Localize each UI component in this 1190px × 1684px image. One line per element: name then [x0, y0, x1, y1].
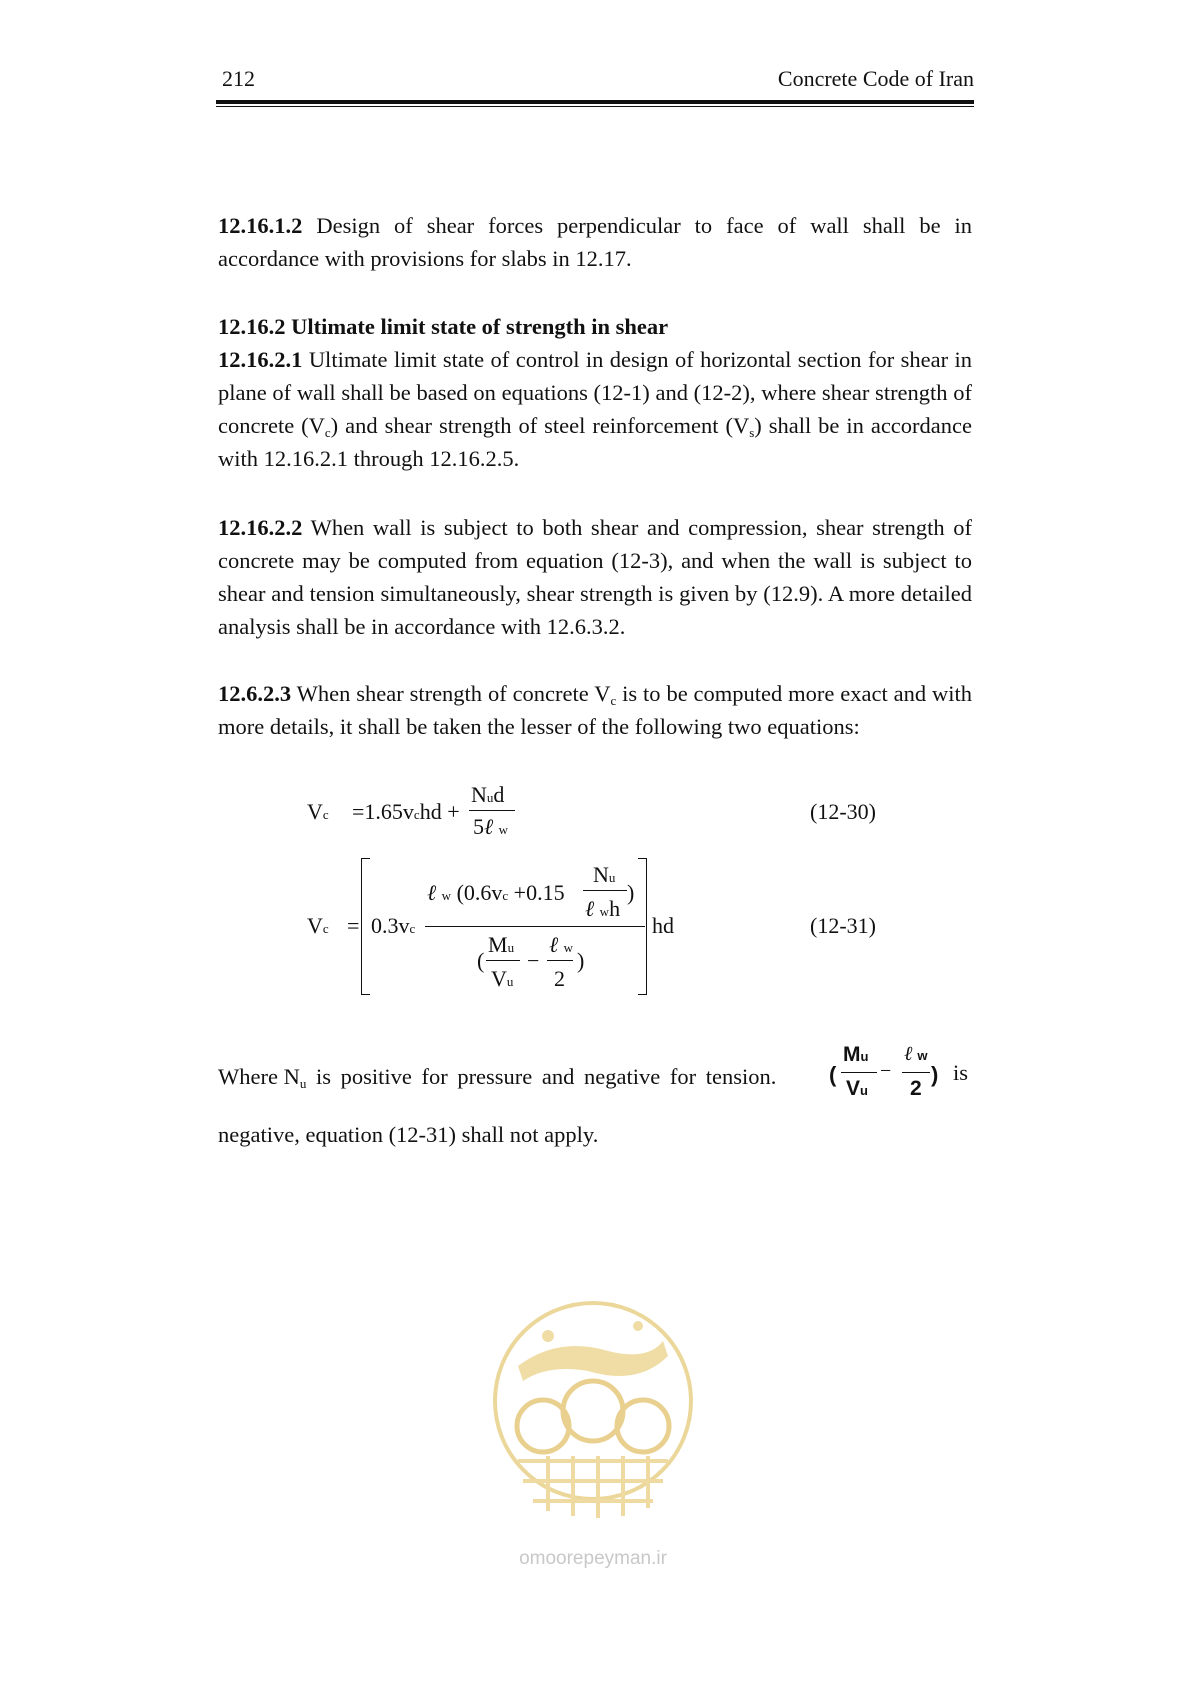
paren: )	[627, 880, 635, 905]
paragraph-12-16-2-2	[218, 511, 972, 643]
eq-rhs: =1.65vchd +	[352, 799, 460, 824]
paragraph-text: is positive for pressure and negative for tension.	[306, 1064, 777, 1089]
fraction-line	[902, 1072, 930, 1073]
minus: −	[880, 1060, 892, 1082]
paren: )	[577, 948, 585, 973]
subscript: c	[610, 693, 617, 708]
fraction-line	[486, 960, 520, 961]
section-number: 12.16.2.1	[218, 347, 303, 372]
lw: ℓ w	[549, 932, 574, 957]
eq-lhs: Vc	[307, 799, 329, 824]
section-heading: Ultimate limit state of strength in shear	[291, 314, 669, 339]
paragraph-text: ) and shear strength of steel reinforcement (V	[330, 413, 750, 438]
subscript: c	[324, 425, 331, 440]
section-number: 12.16.2.2	[218, 515, 303, 540]
lw: ℓ w	[904, 1043, 928, 1065]
eq-denominator: 5ℓ w	[473, 814, 509, 839]
right-bracket	[638, 858, 647, 995]
eq-term: hd	[652, 913, 674, 938]
header-rule-thick	[216, 100, 974, 104]
paragraph-text: When wall is subject to both shear and compression, shear strength of concrete may be computed from equation (12-3), and when the wall is subject to shear and tension simultaneously, shear strength is given by (12.9). A more detailed analysis shall be in accordance with 12.6.3.2.	[218, 515, 972, 639]
section-number: 12.16.1.2	[218, 213, 303, 238]
subscript: s	[749, 425, 755, 440]
paragraph-text: negative, equation (12-31) shall not apply.	[218, 1122, 599, 1147]
main-fraction-line	[425, 926, 645, 927]
header-rule-thin	[216, 106, 974, 107]
paragraph-text: When shear strength of concrete V	[296, 681, 611, 706]
paragraph-text: Ultimate limit state of control in design of horizontal section for shear in plane of wall shall be based on equations (12-1) and (12-2), where shear strength of concrete (V	[218, 347, 973, 438]
section-number: 12.16.2	[218, 314, 286, 339]
paragraph-12-6-2-3	[218, 677, 972, 743]
left-bracket	[361, 858, 370, 995]
subscript: u	[299, 1076, 307, 1091]
minus: −	[527, 948, 540, 973]
paren: (	[477, 948, 485, 973]
paragraph-text: Design of shear forces perpendicular to face of wall shall be in accordance with provisions for slabs in 12.17.	[218, 213, 972, 271]
paragraph-text: Where N	[218, 1064, 300, 1089]
paragraph-text: is	[953, 1060, 969, 1085]
equation-number: (12-31)	[810, 913, 876, 938]
eq-lhs: Vc	[307, 913, 329, 938]
fraction-line	[841, 1072, 877, 1073]
eq-term: 0.3vc	[371, 913, 416, 938]
eq-numerator: Nud	[471, 782, 505, 807]
section-number: 12.6.2.3	[218, 681, 292, 706]
fraction-line	[469, 810, 515, 811]
fraction-line	[547, 960, 573, 961]
inner-denominator: ℓ wh	[585, 896, 621, 921]
running-title: Concrete Code of Iran	[777, 66, 974, 91]
paragraph-text: is to be computed more exact and with more details, it shall be taken the lesser of the following two equations:	[218, 681, 973, 739]
mu: Mu	[843, 1043, 869, 1066]
two: 2	[554, 966, 565, 991]
watermark-logo	[488, 1296, 698, 1576]
watermark-url: omoorepeyman.ir	[519, 1548, 667, 1569]
paren: (	[829, 1062, 837, 1087]
vu: Vu	[491, 966, 514, 991]
paragraph-12-16-1-2	[218, 209, 972, 275]
eq-equals: =	[347, 913, 360, 938]
mu: Mu	[488, 932, 515, 957]
page-header	[216, 62, 974, 102]
two: 2	[910, 1077, 922, 1100]
paren: )	[931, 1062, 939, 1087]
heading-12-16-2	[218, 310, 972, 343]
eq-numerator: ℓ w (0.6vc +0.15	[427, 880, 565, 905]
inner-numerator: Nu	[593, 862, 616, 887]
fraction-line	[583, 890, 627, 891]
paragraph-text: ) shall be in accordance with 12.16.2.1 through 12.16.2.5.	[218, 413, 972, 471]
equation-number: (12-30)	[810, 799, 876, 824]
paragraph-12-16-2-1	[218, 343, 972, 475]
vu: Vu	[846, 1077, 868, 1100]
page-number: 212	[222, 66, 255, 91]
